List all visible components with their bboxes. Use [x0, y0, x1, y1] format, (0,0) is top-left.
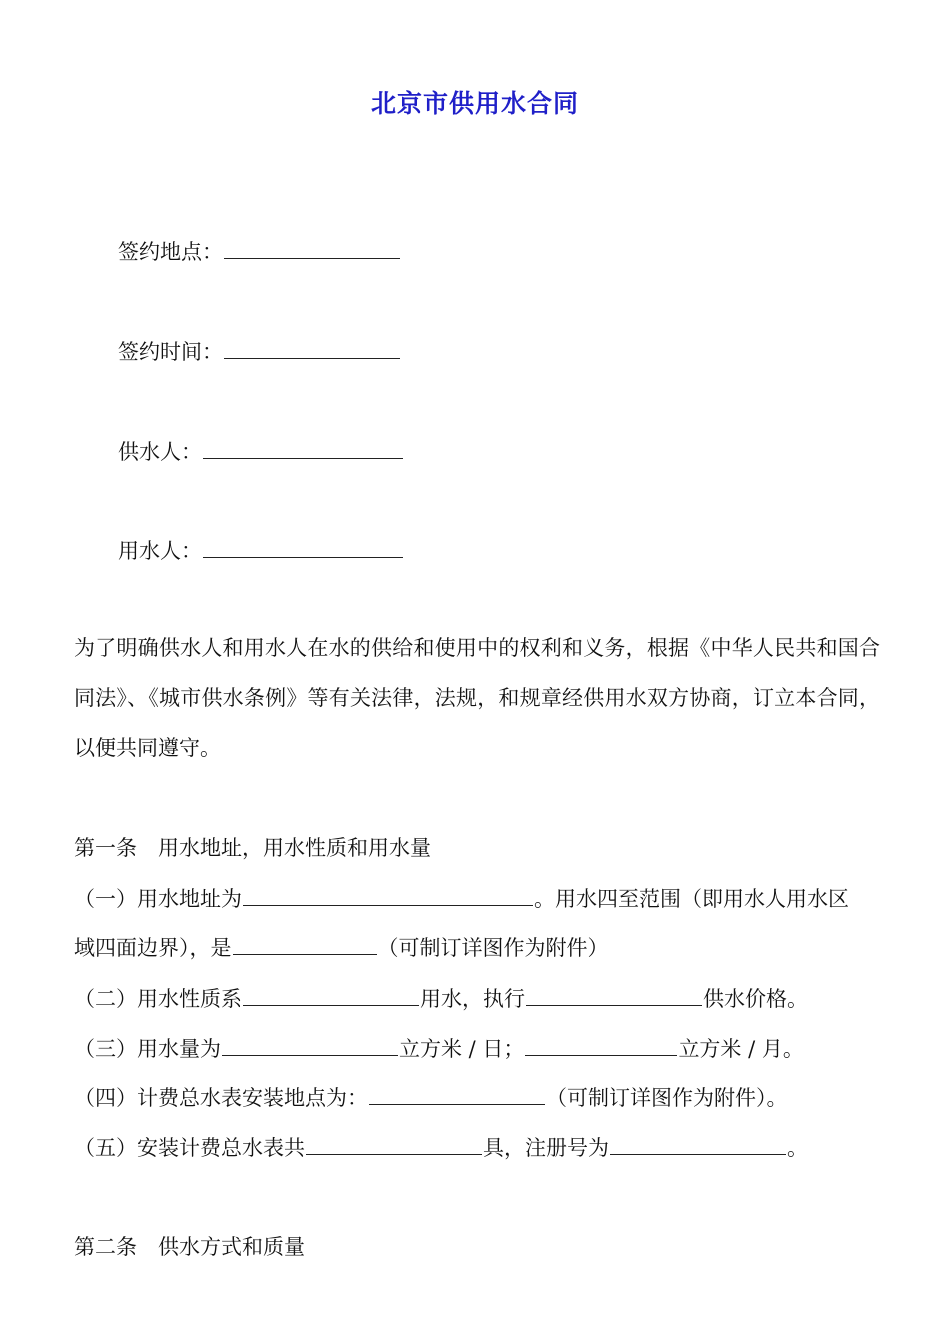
intro-paragraph: 为了明确供水人和用水人在水的供给和使用中的权利和义务，根据《中华人民共和国合同法》、《城市供水条例》等有关法律，法规，和规章经供用水双方协商，订立本合同，以便共同遵守。	[74, 636, 880, 760]
signing-time-line	[118, 336, 401, 367]
document-title: 北京市供用水合同	[370, 89, 579, 118]
water-user-label: 用水人：	[118, 539, 202, 563]
article-1-item-3	[74, 1033, 804, 1064]
supplier-blank	[203, 436, 403, 459]
item-4-text-b: （可制订详图作为附件）。	[546, 1086, 788, 1110]
item-3-text-b: 立方米 / 日；	[399, 1037, 525, 1061]
supplier-line	[118, 436, 404, 467]
signing-place-blank	[224, 236, 400, 259]
item-2-text-a: （二）用水性质系	[74, 987, 242, 1011]
boundary-blank	[233, 932, 377, 955]
signing-place-line	[118, 236, 401, 267]
signing-time-label: 签约时间：	[118, 340, 223, 364]
item-3-text-a: （三）用水量为	[74, 1037, 221, 1061]
monthly-volume-blank	[525, 1033, 677, 1056]
article-2-heading: 第二条 供水方式和质量	[74, 1235, 305, 1259]
item-4-text-a: （四）计费总水表安装地点为：	[74, 1086, 368, 1110]
article-1-item-2	[74, 983, 808, 1014]
registration-number-blank	[610, 1132, 786, 1155]
signing-time-blank	[224, 336, 400, 359]
signing-place-label: 签约地点：	[118, 240, 223, 264]
water-price-blank	[526, 983, 702, 1006]
item-3-text-c: 立方米 / 月。	[678, 1037, 804, 1061]
article-1-heading: 第一条 用水地址，用水性质和用水量	[74, 836, 431, 860]
item-1-text-a: （一）用水地址为	[74, 887, 242, 911]
item-2-text-c: 供水价格。	[703, 987, 808, 1011]
meter-count-blank	[306, 1132, 482, 1155]
meter-location-blank	[369, 1082, 545, 1105]
item-1-text-d: （可制订详图作为附件）	[377, 936, 609, 960]
article-1-item-4	[74, 1082, 788, 1113]
water-user-blank	[203, 535, 403, 558]
daily-volume-blank	[222, 1033, 398, 1056]
article-1-item-1-cont	[74, 932, 609, 963]
item-5-text-a: （五）安装计费总水表共	[74, 1136, 305, 1160]
article-1-item-1	[74, 883, 849, 914]
water-address-blank	[243, 883, 533, 906]
item-5-text-b: 具，注册号为	[483, 1136, 609, 1160]
article-1-item-5	[74, 1132, 808, 1163]
water-nature-blank	[243, 983, 419, 1006]
item-1-text-b: 。用水四至范围（即用水人用水区	[534, 887, 849, 911]
water-user-line	[118, 535, 404, 566]
item-1-text-c: 域四面边界），是	[74, 936, 232, 960]
item-2-text-b: 用水，执行	[420, 987, 525, 1011]
item-5-text-c: 。	[787, 1136, 808, 1160]
supplier-label: 供水人：	[118, 440, 202, 464]
